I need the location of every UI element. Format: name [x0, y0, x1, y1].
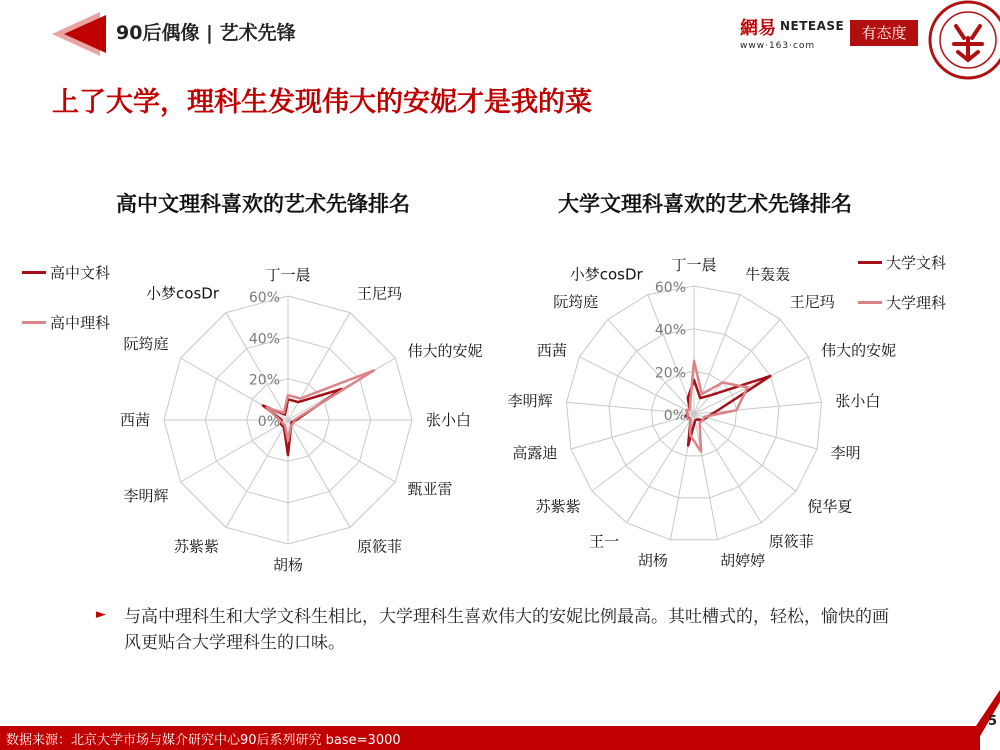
radar-series-line [686, 361, 747, 452]
radar-tick-label: 0% [257, 414, 280, 430]
legend-item-daxue-like [858, 292, 946, 313]
netease-logo-en: NETEASE [780, 19, 845, 33]
slide-title: 上了大学，理科生发现伟大的安妮才是我的菜 [52, 87, 592, 118]
radar-category-label: 张小白 [835, 391, 881, 410]
insight-text: 与高中理科生和大学文科生相比，大学理科生喜欢伟大的安妮比例最高。其吐槽式的，轻松，愉快的画风更贴合大学理科生的口味。 [124, 607, 889, 653]
netease-logo-url: www·163·com [740, 41, 816, 51]
legend-label: 大学理科 [886, 294, 947, 312]
netease-logo-cn: 網易 [740, 18, 776, 39]
radar-category-label: 苏紫紫 [535, 497, 581, 516]
legend-item-daxue-wenke [858, 252, 946, 273]
radar-tick-label: 20% [248, 372, 280, 389]
radar-category-label: 甄亚雷 [407, 480, 453, 498]
radar-category-label: 李明辉 [507, 391, 553, 410]
radar-tick-label: 20% [654, 365, 686, 382]
radar-category-label: 原筱菲 [768, 532, 814, 551]
radar-category-label: 胡杨 [637, 551, 668, 570]
section-label: 90后偶像 | 艺术先锋 [116, 22, 296, 44]
legend-label: 高中理科 [50, 314, 111, 332]
radar-tick-label: 60% [654, 280, 686, 296]
radar-tick-label: 60% [248, 290, 280, 306]
legend-swatch [858, 301, 882, 304]
chart-title-right: 大学文理科喜欢的艺术先锋排名 [558, 192, 852, 216]
radar-category-label: 王尼玛 [357, 284, 403, 303]
radar-spoke [694, 295, 740, 414]
legend-swatch [858, 261, 882, 264]
legend-swatch [22, 321, 46, 324]
footer-bar [0, 726, 980, 750]
radar-category-label: 阮筠庭 [553, 293, 599, 312]
radar-tick-label: 0% [663, 408, 686, 424]
legend-label: 大学文科 [886, 254, 947, 272]
radar-category-label: 小梦cosDr [146, 284, 219, 303]
radar-category-label: 阮筠庭 [123, 335, 169, 353]
chart-title-left: 高中文理科喜欢的艺术先锋排名 [116, 192, 410, 216]
legend-swatch [22, 271, 46, 274]
radar-category-label: 高露迪 [512, 443, 558, 462]
radar-category-label: 西茜 [536, 341, 567, 360]
radar-category-label: 丁一晨 [671, 256, 717, 274]
radar-category-label: 李明辉 [123, 487, 169, 505]
radar-spoke [648, 295, 694, 414]
legend-label: 高中文科 [50, 264, 111, 282]
radar-category-label: 倪华夏 [807, 497, 853, 516]
radar-category-label: 胡婷婷 [720, 551, 766, 570]
bullet-triangle-icon: ► [96, 607, 106, 622]
radar-spoke [694, 319, 780, 414]
radar-category-label: 西茜 [119, 411, 150, 429]
insight-bullet [96, 604, 896, 656]
radar-category-label: 王尼玛 [789, 293, 835, 312]
radar-category-label: 李明 [830, 443, 861, 462]
radar-category-label: 原筱菲 [357, 537, 403, 556]
radar-tick-label: 40% [654, 322, 686, 339]
radar-category-label: 苏紫紫 [173, 537, 219, 556]
radar-category-label: 王一 [589, 532, 620, 551]
page-number: 5 [988, 714, 998, 729]
radar-category-label: 伟大的安妮 [821, 341, 897, 360]
radar-category-label: 小梦cosDr [569, 265, 643, 284]
radar-category-label: 伟大的安妮 [407, 342, 483, 360]
radar-category-label: 张小白 [426, 411, 472, 429]
radar-category-label: 丁一晨 [265, 266, 311, 284]
youtaidu-logo: 有态度 [850, 20, 918, 46]
radar-category-label: 牛轰轰 [745, 265, 791, 284]
legend-item-gaozhong-like [22, 312, 110, 333]
radar-tick-label: 40% [248, 331, 280, 348]
data-source: 数据来源：北京大学市场与媒介研究中心90后系列研究 base=3000 [6, 733, 401, 748]
legend-item-gaozhong-wenke [22, 262, 110, 283]
radar-category-label: 胡杨 [272, 556, 304, 574]
